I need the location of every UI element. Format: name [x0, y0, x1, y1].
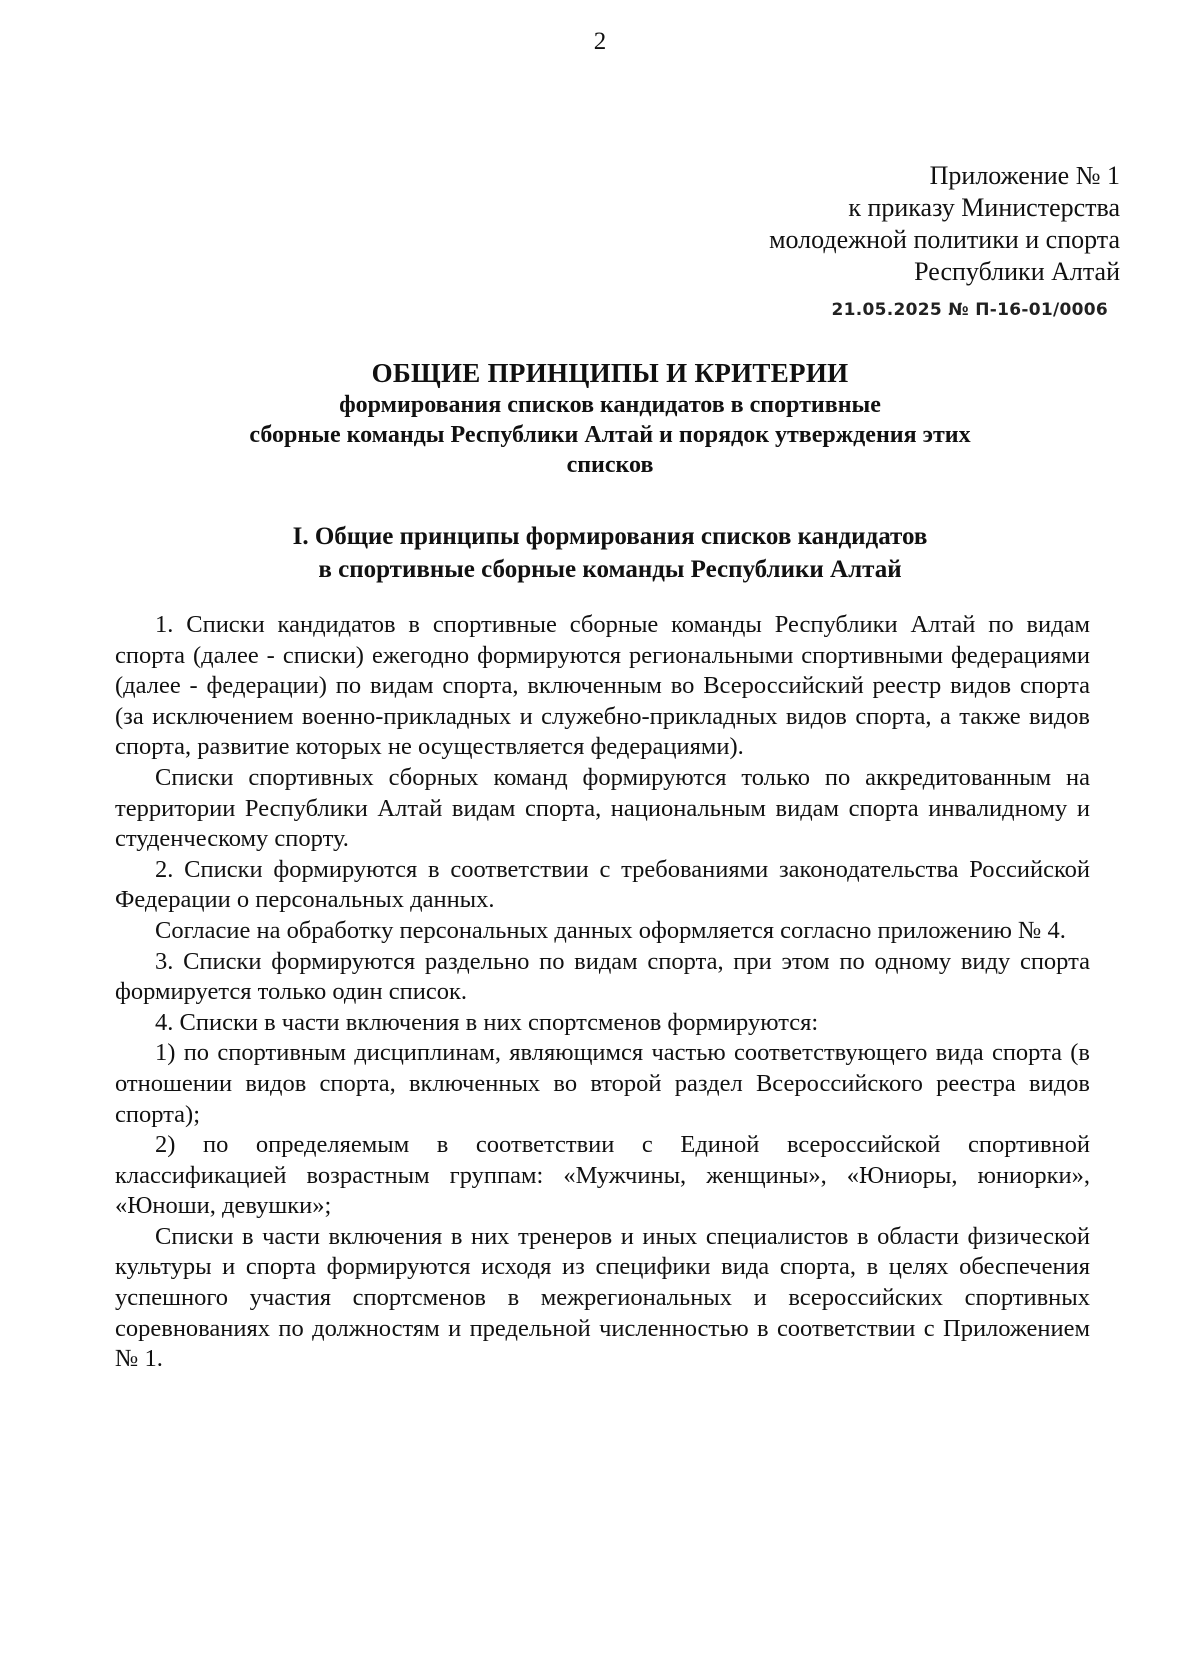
paragraph: 4. Списки в части включения в них спортсменов формируются: [155, 1008, 819, 1036]
paragraph: 2. Списки формируются в соответствии с требованиями законодательства Российской Федерации о персональных данных. [115, 855, 1090, 914]
paragraph: Согласие на обработку персональных данных оформляется согласно приложению № 4. [155, 916, 1066, 944]
paragraph: 1) по спортивным дисциплинам, являющимся частью соответствующего вида спорта (в отношении видов спорта, включенных во второй раздел Всероссийского реестра видов спорта); [115, 1039, 1090, 1128]
paragraph: Списки спортивных сборных команд формируются только по аккредитованным на территории Республики Алтай видам спорта, национальным видам спорта инвалидному и студенческому спорту. [115, 763, 1090, 853]
section-heading-line: в спортивные сборные команды Республики Алтай [318, 556, 902, 583]
paragraph: 2) по определяемым в соответствии с Единой всероссийской спортивной классификацией возрастным группам: «Мужчины, женщины», «Юниоры, юниорки», «Юноши, девушки»; [115, 1131, 1090, 1220]
appendix-line: молодежной политики и спорта [769, 225, 1120, 254]
title-main: ОБЩИЕ ПРИНЦИПЫ И КРИТЕРИИ [371, 358, 849, 388]
section-heading [110, 520, 1110, 586]
appendix-header [560, 160, 1120, 288]
paragraph: Списки в части включения в них тренеров и иных специалистов в области физической культуры и спорта формируются исходя из специфики вида спорта, в целях обеспечения успешного участия спортсменов в межрегиональных и всероссийских спортивных соревнованиях по должностям и предельной численностью в соответствии с Приложением № 1. [115, 1222, 1090, 1373]
title-sub-line: списков [566, 452, 654, 478]
title-sub-line: сборные команды Республики Алтай и порядок утверждения этих [249, 422, 971, 448]
registration-number: 21.05.2025 № П-16-01/0006 [831, 300, 1108, 320]
appendix-line: Республики Алтай [914, 257, 1120, 286]
section-heading-line: I. Общие принципы формирования списков кандидатов [292, 523, 928, 550]
paragraph: 1. Списки кандидатов в спортивные сборные команды Республики Алтай по видам спорта (далее - списки) ежегодно формируются региональными спортивными федерациями (далее - федерации) по видам спорта, включенным во Всероссийский реестр видов спорта (за исключением военно-прикладных и служебно-прикладных видов спорта, а также видов спорта, развитие которых не осуществляется федерациями). [115, 611, 1090, 761]
document-title [110, 356, 1110, 480]
paragraph: 3. Списки формируются раздельно по видам спорта, при этом по одному виду спорта формируется только один список. [115, 947, 1090, 1006]
section-body [115, 610, 1090, 1375]
title-sub-line: формирования списков кандидатов в спортивные [339, 392, 881, 418]
appendix-line: Приложение № 1 [929, 161, 1120, 190]
appendix-line: к приказу Министерства [848, 193, 1120, 222]
page-number: 2 [593, 28, 607, 55]
